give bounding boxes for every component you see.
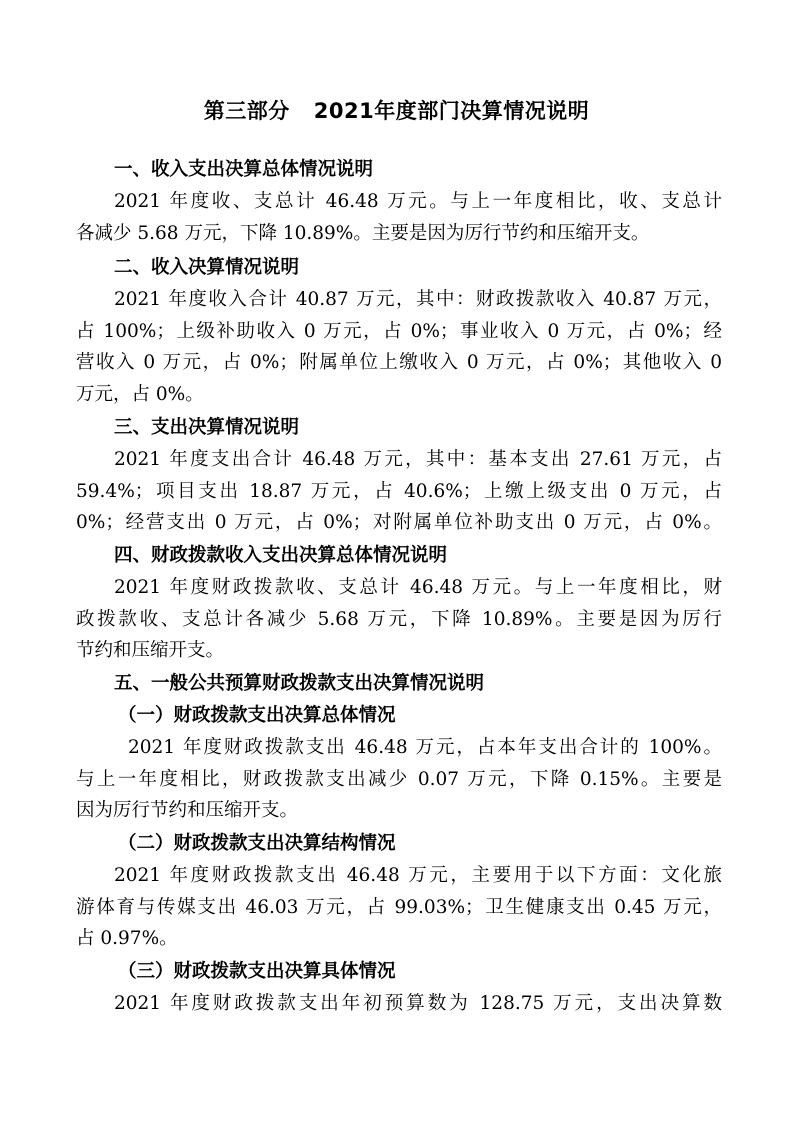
section-1-line-1: 2021 年度收、支总计 46.48 万元。与上一年度相比，收、支总计 (114, 191, 722, 212)
section-2-heading: 二、收入决算情况说明 (114, 257, 300, 278)
section-1-line-2: 各减少 5.68 万元，下降 10.89%。主要是因为厉行节约和压缩开支。 (76, 223, 650, 244)
section-4-heading: 四、财政拨款收入支出决算总体情况说明 (114, 545, 448, 566)
subsection-1-line-2: 与上一年度相比，财政拨款支出减少 0.07 万元，下降 0.15%。主要是 (76, 769, 722, 790)
section-4-line-2: 政拨款收、支总计各减少 5.68 万元，下降 10.89%。主要是因为厉行 (76, 609, 722, 630)
subsection-2-line-3: 占 0.97%。 (76, 928, 178, 949)
section-3-line-2: 59.4%；项目支出 18.87 万元，占 40.6%；上缴上级支出 0 万元，占 (76, 481, 722, 502)
subsection-1-line-1: 2021 年度财政拨款支出 46.48 万元，占本年支出合计的 100%。 (128, 737, 722, 758)
section-4-line-3: 节约和压缩开支。 (76, 640, 225, 661)
subsection-2-line-1: 2021 年度财政拨款支出 46.48 万元，主要用于以下方面：文化旅 (114, 865, 722, 886)
subsection-3-line-1: 2021 年度财政拨款支出年初预算数为 128.75 万元，支出决算数 (114, 993, 722, 1014)
subsection-2-heading: （二）财政拨款支出决算结构情况 (118, 833, 396, 854)
subsection-1-line-3: 因为厉行节约和压缩开支。 (76, 800, 299, 821)
subsection-1-heading: （一）财政拨款支出决算总体情况 (118, 705, 396, 726)
section-5-heading: 五、一般公共预算财政拨款支出决算情况说明 (114, 673, 485, 694)
section-2-line-3: 营收入 0 万元，占 0%；附属单位上缴收入 0 万元，占 0%；其他收入 0 (76, 352, 722, 373)
section-3-line-1: 2021 年度支出合计 46.48 万元，其中：基本支出 27.61 万元，占 (114, 449, 722, 470)
section-2-line-2: 占 100%；上级补助收入 0 万元，占 0%；事业收入 0 万元，占 0%；经 (76, 321, 722, 342)
subsection-3-heading: （三）财政拨款支出决算具体情况 (118, 961, 396, 982)
page-title (0, 95, 793, 125)
section-2-line-1: 2021 年度收入合计 40.87 万元，其中：财政拨款收入 40.87 万元， (114, 289, 722, 310)
title-main: 2021年度部门决算情况说明 (313, 99, 590, 123)
section-4-line-1: 2021 年度财政拨款收、支总计 46.48 万元。与上一年度相比，财 (114, 577, 722, 598)
section-2-line-4: 万元，占 0%。 (76, 384, 204, 405)
section-1-heading: 一、收入支出决算总体情况说明 (114, 159, 374, 180)
subsection-2-line-2: 游体育与传媒支出 46.03 万元，占 99.03%；卫生健康支出 0.45 万元， (76, 897, 722, 918)
title-part: 第三部分 (203, 99, 290, 123)
section-3-line-3: 0%；经营支出 0 万元，占 0%；对附属单位补助支出 0 万元，占 0%。 (76, 512, 722, 533)
section-3-heading: 三、支出决算情况说明 (114, 417, 300, 438)
